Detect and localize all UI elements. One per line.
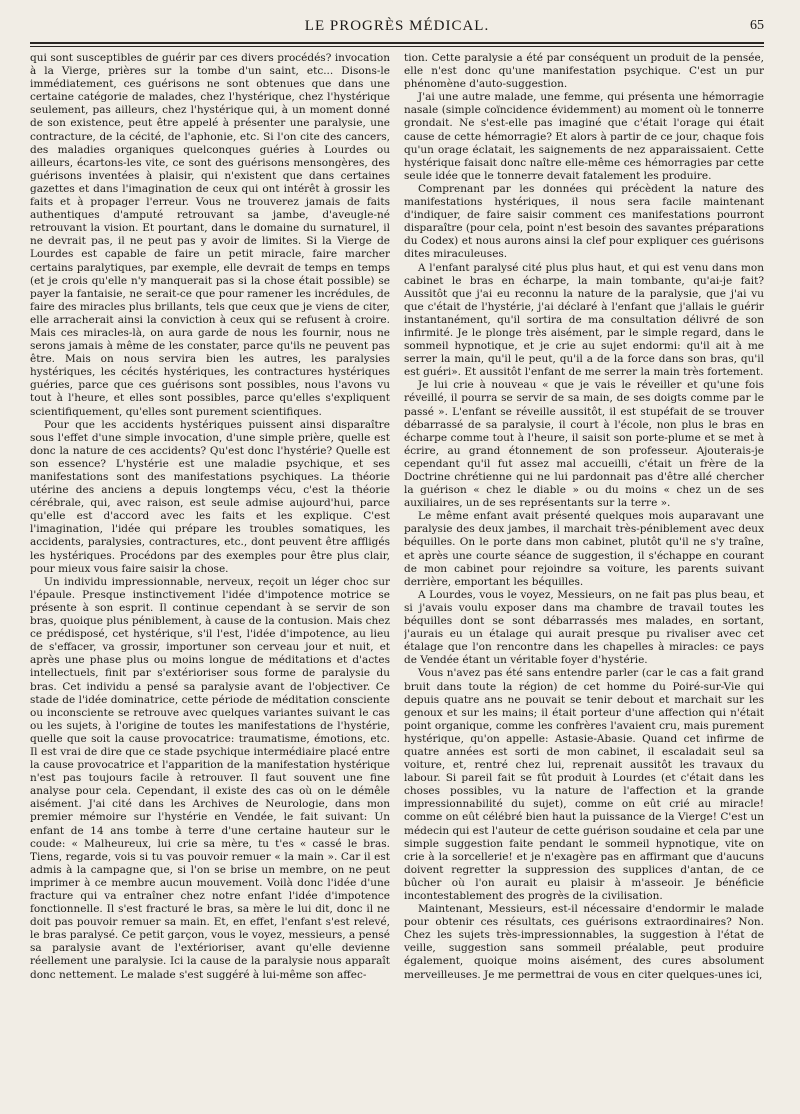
- header-rule-thin: [30, 46, 764, 47]
- paragraph: Un individu impressionnable, nerveux, reçoit un léger choc sur l'épaule. Presque instinctivement l'idée d'impotence motrice se présente à son esprit. Il continue cependant à se servir de son bras, quoique plus péniblement, à cause de la contusion. Mais chez ce prédisposé, cet hystérique, s'il l'est, l'idée d'impotence, au lieu de s'effacer, va grossir, importuner son cerveau jour et nuit, et après une phase plus ou moins longue de méditations et d'actes intellectuels, finit par s'extérioriser sous forme de paralysie du bras. Cet individu a pensé sa paralysie avant de l'objectiver. Ce stade de l'idée dominatrice, cette période de méditation consciente ou inconsciente se retrouve avec quelques variantes suivant le cas ou les sujets, à l'origine de toutes les manifestations de l'hystérie, quelle que soit la cause provocatrice: traumatisme, émotions, etc. Il est vrai de dire que ce stade psychique intermédiaire placé entre la cause provocatrice et l'apparition de la manifestation hystérique n'est pas toujours facile à retrouver. Il faut souvent une fine analyse pour cela. Cependant, il existe des cas où on le démêle aisément. J'ai cité dans les Archives de Neurologie, dans mon premier mémoire sur l'hystérie en Vendée, le fait suivant: Un enfant de 14 ans tombe à terre d'une certaine hauteur sur le coude: « Malheureux, lui crie sa mère, tu t'es « cassé le bras. Tiens, regarde, vois si tu vas pouvoir remuer « la main ». Car il est admis à la campagne que, si l'on se brise un membre, on ne peut imprimer à ce membre aucun mouvement. Voilà donc l'idée d'une fracture qui va entraîner chez notre enfant l'idée d'impotence fonctionnelle. Il s'est fracturé le bras, sa mère le lui dit, donc il ne doit pas pouvoir remuer sa main. Et, en effet, l'enfant s'est relevé, le bras paralysé. Ce petit garçon, vous le voyez, messieurs, a pensé sa paralysie avant de l'extérioriser, avant qu'elle devienne réellement une paralysie. Ici la cause de la paralysie nous apparaît donc nettement. Le malade s'est suggéré à lui-même son affec-: [30, 575, 390, 981]
- paragraph: Je lui crie à nouveau « que je vais le réveiller et qu'une fois réveillé, il pourra se servir de sa main, de ses doigts comme par le passé ». L'enfant se réveille aussitôt, il est stupéfait de se trouver débarrassé de sa paralysie, il court à l'école, non plus le bras en écharpe comme tout à l'heure, il saisit son porte-plume et se met à écrire, au grand étonnement de son professeur. Ajouterais-je cependant qu'il fut assez mal accueilli, c'était un frère de la Doctrine chrétienne qui ne lui pardonnait pas d'être allé chercher la guérison « chez le diable » ou du moins « chez un de ses auxiliaires, un de ses représentants sur la terre ».: [404, 379, 764, 510]
- paragraph: A Lourdes, vous le voyez, Messieurs, on ne fait pas plus beau, et si j'avais voulu exposer dans ma chambre de travail toutes les béquilles dont se sont débarrassés mes malades, en sortant, j'aurais eu un étalage qui aurait presque pu rivaliser avec cet étalage que l'on rencontre dans les chapelles à miracles: ce pays de Vendée étant un véritable foyer d'hystérie.: [404, 588, 764, 667]
- paragraph: Comprenant par les données qui précèdent la nature des manifestations hystériques, il nous sera facile maintenant d'indiquer, de faire saisir comment ces manifestations pourront disparaître (pour cela, point n'est besoin des savantes préparations du Codex) et nous aurons ainsi la clef pour expliquer ces guérisons dites miraculeuses.: [404, 182, 764, 261]
- paragraph: Vous n'avez pas été sans entendre parler (car le cas a fait grand bruit dans toute la région) de cet homme du Poiré-sur-Vie qui depuis quatre ans ne pouvait se tenir debout et marchait sur les genoux et sur les mains; il était porteur d'une affection qui n'était point organique, comme les confrères l'avaient cru, mais purement hystérique, qu'on appelle: Astasie-Abasie. Quand cet infirme de quatre années est sorti de mon cabinet, il escaladait seul sa voiture, et, rentré chez lui, reprenait aussitôt les travaux du labour. Si pareil fait se fût produit à Lourdes (et c'était dans les choses possibles, vu la nature de l'affection et la grande impressionnabilité du sujet), comme on eût crié au miracle! comme on eût célébré bien haut la puissance de la Vierge! C'est un médecin qui est l'auteur de cette guérison soudaine et cela par une simple suggestion faite pendant le sommeil hypnotique, vite on crie à la sorcellerie! et je n'exagère pas en affirmant que d'aucuns doivent regretter la suppression des supplices d'antan, de ce bûcher où l'on aurait eu plaisir à m'asseoir. Je bénéficie incontestablement des progrès de la civilisation.: [404, 667, 764, 902]
- paragraph: tion. Cette paralysie a été par conséquent un produit de la pensée, elle n'est donc qu'une manifestation psychique. C'est un pur phénomène d'auto-suggestion.: [404, 52, 764, 91]
- header-rule-thick: [30, 42, 764, 44]
- paragraph: Le même enfant avait présenté quelques mois auparavant une paralysie des deux jambes, il marchait très-péniblement avec deux béquilles. On le porte dans mon cabinet, plutôt qu'il ne s'y traîne, et après une courte séance de suggestion, il s'échappe en courant de mon cabinet pour rejoindre sa voiture, les parents suivant derrière, emportant les béquilles.: [404, 510, 764, 588]
- paragraph: Maintenant, Messieurs, est-il nécessaire d'endormir le malade pour obtenir ces résultats, ces guérisons extraordinaires? Non. Chez les sujets très-impressionnables, la suggestion à l'état de veille, suggestion sans sommeil préalable, peut produire également, quoique moins aisément, des cures absolument merveilleuses. Je me permettrai de vous en citer quelques-unes ici,: [404, 903, 764, 981]
- page-header: [30, 18, 764, 40]
- paragraph: Pour que les accidents hystériques puissent ainsi disparaître sous l'effet d'une simple invocation, d'une simple prière, quelle est donc la nature de ces accidents? Qu'est donc l'hystérie? Quelle est son essence? L'hystérie est une maladie psychique, et ses manifestations sont des manifestations psychiques. La théorie utérine des anciens a depuis longtemps vécu, c'est la théorie cérébrale, qui, avec raison, est seule admise aujourd'hui, parce qu'elle est d'accord avec les faits et les explique. C'est l'imagination, l'idée qui prépare les troubles somatiques, les accidents, paralysies, contractures, etc., dont peuvent être affligés les hystériques. Procédons par des exemples pour être plus clair, pour mieux vous faire saisir la chose.: [30, 418, 390, 575]
- page-number: 65: [750, 18, 764, 33]
- paragraph: A l'enfant paralysé cité plus plus haut, et qui est venu dans mon cabinet le bras en écharpe, la main tombante, qu'ai-je fait? Aussitôt que j'ai eu reconnu la nature de la paralysie, que j'ai vu que c'était de l'hystérie, j'ai déclaré à l'enfant que j'allais le guérir instantanément, qu'il sortira de ma consultation délivré de son infirmité. Je le plonge très aisément, par le simple regard, dans le sommeil hypnotique, et je crie au sujet endormi: qu'il ait à me serrer la main, qu'il le peut, qu'il a de la force dans son bras, qu'il est guéri». Et aussitôt l'enfant de me serrer la main très fortement.: [404, 261, 764, 379]
- paragraph: J'ai une autre malade, une femme, qui présenta une hémorragie nasale (simple coïncidence évidemment) au moment où le tonnerre grondait. Ne s'est-elle pas imaginé que c'était l'orage qui était cause de cette hémorragie? Et alors à partir de ce jour, chaque fois qu'un orage éclatait, les saignements de nez apparaissaient. Cette hystérique faisait donc naître elle-même ces hémorragies par cette seule idée que le tonnerre devait fatalement les produire.: [404, 91, 764, 182]
- paragraph: qui sont susceptibles de guérir par ces divers procédés? invocation à la Vierge, prières sur la tombe d'un saint, etc... Disons-le immédiatement, ces guérisons ne sont obtenues que dans une certaine catégorie de malades, chez l'hystérique, chez l'hystérique seulement, pas ailleurs, chez l'hystérique qui, à un moment donné de son existence, peut être appelé à présenter une paralysie, une contracture, de la cécité, de l'aphonie, etc. Si l'on cite des cancers, des maladies organiques quelconques guéries à Lourdes ou ailleurs, écartons-les vite, ce sont des guérisons mensongères, des guérisons inventées à plaisir, qui n'existent que dans certaines gazettes et dans l'imagination de ceux qui ont intérêt à grossir les faits et à propager l'erreur. Vous ne trouverez jamais de faits authentiques d'amputé retrouvant sa jambe, d'aveugle-né retrouvant la vision. Et pourtant, dans le domaine du surnaturel, il ne devrait pas, il ne peut pas y avoir de limites. Si la Vierge de Lourdes est capable de faire un petit miracle, faire marcher certains paralytiques, par exemple, elle devrait de temps en temps (et je crois qu'elle n'y manquerait pas si la chose était possible) se payer la fantaisie, ne serait-ce que pour ramener les incrédules, de faire des miracles plus brillants, tels que ceux que je viens de citer, elle arracherait ainsi la conviction à ceux qui se refusent à croire. Mais ces miracles-là, on aura garde de nous les fournir, nous ne serons jamais à même de les constater, parce qu'ils ne peuvent pas être. Mais on nous servira bien les autres, les paralysies hystériques, les cécités hystériques, les contractures hystériques guéries, parce que ces guérisons sont possibles, nous l'avons vu tout à l'heure, et elles sont possibles, parce qu'elles s'expliquent scientifiquement, qu'elles sont purement scientifiques.: [30, 52, 390, 418]
- journal-title: LE PROGRÈS MÉDICAL.: [304, 18, 490, 34]
- right-column: [404, 52, 764, 1107]
- left-column: [30, 52, 390, 1107]
